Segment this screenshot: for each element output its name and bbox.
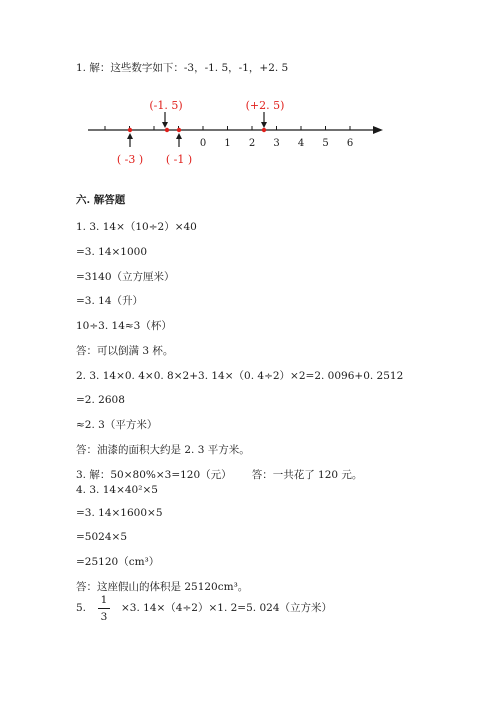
solution-line: =3. 14（升） — [76, 295, 144, 307]
q5-fraction — [98, 594, 110, 623]
tick-label: 2 — [248, 138, 256, 149]
label-minus-1: ( -1 ) — [165, 153, 193, 166]
solution-line: =5024×5 — [76, 531, 127, 543]
point-plus-2-5 — [262, 128, 266, 132]
label-plus-2-5: (+2. 5) — [245, 99, 285, 112]
q5-fraction-numerator: 1 — [100, 594, 108, 606]
solution-line: =25120（cm³） — [76, 556, 160, 568]
solution-line: 答：这座假山的体积是 25120cm³。 — [76, 581, 249, 593]
solution-line: 答：可以倒满 3 杯。 — [76, 345, 174, 357]
q5-fraction-denominator: 3 — [100, 611, 108, 623]
solution-line: =3. 14×1600×5 — [76, 507, 163, 519]
tick-label: 4 — [297, 138, 305, 149]
solution-line: 10÷3. 14≈3（杯） — [76, 320, 172, 332]
solution-line: 1. 3. 14×（10÷2）×40 — [76, 221, 197, 233]
solution-line: ≈2. 3（平方米） — [76, 419, 158, 431]
point-minus-1 — [177, 128, 181, 132]
tick-label: 3 — [273, 138, 280, 149]
tick-label: 0 — [199, 138, 207, 149]
solution-line: =2. 2608 — [76, 394, 125, 406]
solution-line: 答：油漆的面积大约是 2. 3 平方米。 — [76, 444, 250, 456]
number-line-figure — [0, 95, 500, 185]
tick-label: 1 — [224, 138, 231, 149]
solution-line: 4. 3. 14×40²×5 — [76, 484, 158, 496]
solution-line: =3. 14×1000 — [76, 246, 148, 258]
solution-line: 2. 3. 14×0. 4×0. 8×2+3. 14×（0. 4÷2）×2=2. 0096+0. 2512 — [76, 370, 404, 382]
label-minus-1-5: (-1. 5) — [149, 99, 183, 112]
q5-prefix: 5. — [76, 602, 87, 614]
q1-answer-line: 1. 解：这些数字如下：-3，-1. 5，-1，+2. 5 — [76, 62, 289, 74]
number-line-arrow — [373, 126, 383, 134]
q5-rest: ×3. 14×（4÷2）×1. 2=5. 024（立方米） — [121, 602, 332, 614]
solution-line: =3140（立方厘米） — [76, 271, 175, 283]
point-minus-3 — [128, 128, 132, 132]
tick-label: 6 — [346, 138, 354, 149]
solution-line: 3. 解：50×80%×3=120（元） 答：一共花了 120 元。 — [76, 469, 363, 481]
label-minus-3: ( -3 ) — [116, 153, 144, 166]
point-minus-1-5 — [165, 128, 169, 132]
tick-label: 5 — [322, 138, 329, 149]
section-heading: 六. 解答题 — [76, 194, 126, 206]
